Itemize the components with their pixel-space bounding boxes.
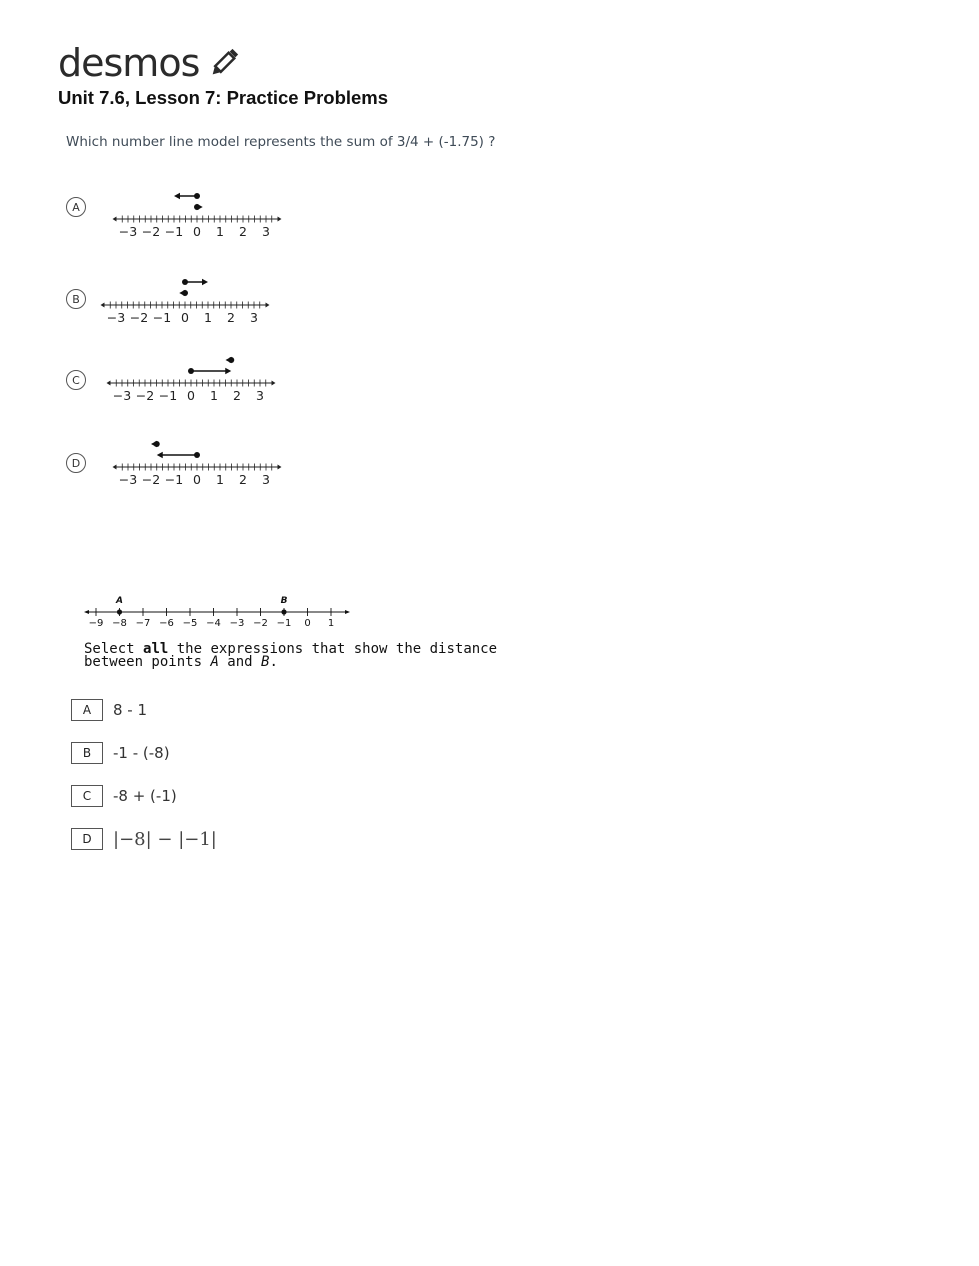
choice-c-number-line xyxy=(104,350,284,410)
tick-label: −2 xyxy=(129,310,149,325)
tick-label: −3 xyxy=(112,388,132,403)
option-b-text: -1 - (-8) xyxy=(113,744,170,762)
tick-label: 1 xyxy=(204,310,212,325)
first-arrow-head xyxy=(202,279,208,285)
question-1-prompt: Which number line model represents the sum of 3/4 + (-1.75) ? xyxy=(66,134,496,150)
option-a[interactable] xyxy=(71,698,147,722)
tick-label: 2 xyxy=(227,310,235,325)
first-arrow-start-dot xyxy=(194,193,200,199)
tick-label: −1 xyxy=(164,224,184,239)
tick-label: −3 xyxy=(118,472,138,487)
desmos-logo xyxy=(58,42,241,84)
tick-label: −1 xyxy=(276,618,292,629)
second-arrow-head xyxy=(151,441,157,447)
option-d-checkbox[interactable]: D xyxy=(71,828,103,850)
page-title: Unit 7.6, Lesson 7: Practice Problems xyxy=(58,87,389,108)
right-arrowhead xyxy=(345,610,350,614)
tick-label: 0 xyxy=(193,472,201,487)
tick-label: 3 xyxy=(262,224,270,239)
pencil-icon xyxy=(207,46,241,80)
option-d-text: |−8| − |−1| xyxy=(113,828,217,850)
second-arrow-head xyxy=(226,357,232,363)
right-arrowhead xyxy=(278,465,282,470)
tick-label: 2 xyxy=(239,472,247,487)
tick-label: 1 xyxy=(327,618,335,629)
tick-label: −8 xyxy=(112,618,127,629)
tick-label: −9 xyxy=(88,618,104,629)
tick-label: 1 xyxy=(210,388,218,403)
tick-label: 0 xyxy=(187,388,195,403)
left-arrowhead xyxy=(107,381,111,386)
choice-a-number-line xyxy=(110,186,290,246)
tick-label: 0 xyxy=(304,618,311,629)
tick-label: −6 xyxy=(159,618,174,629)
option-c[interactable] xyxy=(71,784,177,808)
first-arrow-start-dot xyxy=(188,368,194,374)
tick-label: 1 xyxy=(216,224,224,239)
first-arrow-head xyxy=(174,193,180,199)
tick-label: 0 xyxy=(181,310,189,325)
tick-label: −1 xyxy=(152,310,172,325)
point-a-label: A xyxy=(116,596,123,606)
second-arrow-head xyxy=(197,204,203,210)
first-arrow-start-dot xyxy=(182,279,188,285)
tick-label: −1 xyxy=(164,472,184,487)
choice-d-number-line xyxy=(110,434,290,494)
choice-d-radio[interactable]: D xyxy=(66,453,86,473)
left-arrowhead xyxy=(113,217,117,222)
tick-label: 3 xyxy=(256,388,264,403)
choice-a-radio[interactable]: A xyxy=(66,197,86,217)
option-a-text: 8 - 1 xyxy=(113,701,148,719)
right-arrowhead xyxy=(266,303,270,308)
prompt-line-2: between points A and B. xyxy=(84,654,278,670)
option-c-checkbox[interactable]: C xyxy=(71,785,103,807)
question-2-number-line xyxy=(84,594,354,630)
first-arrow-head xyxy=(225,368,231,374)
point-a-dot xyxy=(117,609,122,614)
option-d[interactable] xyxy=(71,827,217,851)
tick-label: −4 xyxy=(206,618,221,629)
tick-label: −3 xyxy=(118,224,138,239)
choice-b-radio[interactable]: B xyxy=(66,289,86,309)
option-b-checkbox[interactable]: B xyxy=(71,742,103,764)
tick-label: −1 xyxy=(158,388,178,403)
tick-label: −2 xyxy=(141,472,161,487)
prompt-line-1: Select all the expressions that show the distance xyxy=(84,641,498,657)
tick-label: 2 xyxy=(233,388,241,403)
point-b-label: B xyxy=(280,596,288,606)
point-b-dot xyxy=(281,609,286,614)
first-arrow-start-dot xyxy=(194,452,200,458)
tick-label: −2 xyxy=(141,224,161,239)
tick-label: −3 xyxy=(229,618,245,629)
question-2-prompt xyxy=(84,643,544,669)
second-arrow-head xyxy=(179,290,185,296)
option-c-text: -8 + (-1) xyxy=(113,787,177,805)
logo-text: desmos xyxy=(58,41,200,85)
right-arrowhead xyxy=(278,217,282,222)
tick-label: −3 xyxy=(106,310,126,325)
choice-c-radio[interactable]: C xyxy=(66,370,86,390)
tick-label: 1 xyxy=(216,472,224,487)
tick-label: −7 xyxy=(135,618,151,629)
left-arrowhead xyxy=(84,610,89,614)
tick-label: −2 xyxy=(135,388,155,403)
option-a-checkbox[interactable]: A xyxy=(71,699,103,721)
left-arrowhead xyxy=(101,303,105,308)
tick-label: 0 xyxy=(193,224,201,239)
tick-label: 3 xyxy=(262,472,270,487)
tick-label: 3 xyxy=(250,310,258,325)
right-arrowhead xyxy=(272,381,276,386)
tick-label: −5 xyxy=(182,618,198,629)
choice-b-number-line xyxy=(98,272,278,332)
option-b[interactable] xyxy=(71,741,170,765)
tick-label: 2 xyxy=(239,224,247,239)
left-arrowhead xyxy=(113,465,117,470)
first-arrow-head xyxy=(157,452,163,458)
tick-label: −2 xyxy=(253,618,268,629)
